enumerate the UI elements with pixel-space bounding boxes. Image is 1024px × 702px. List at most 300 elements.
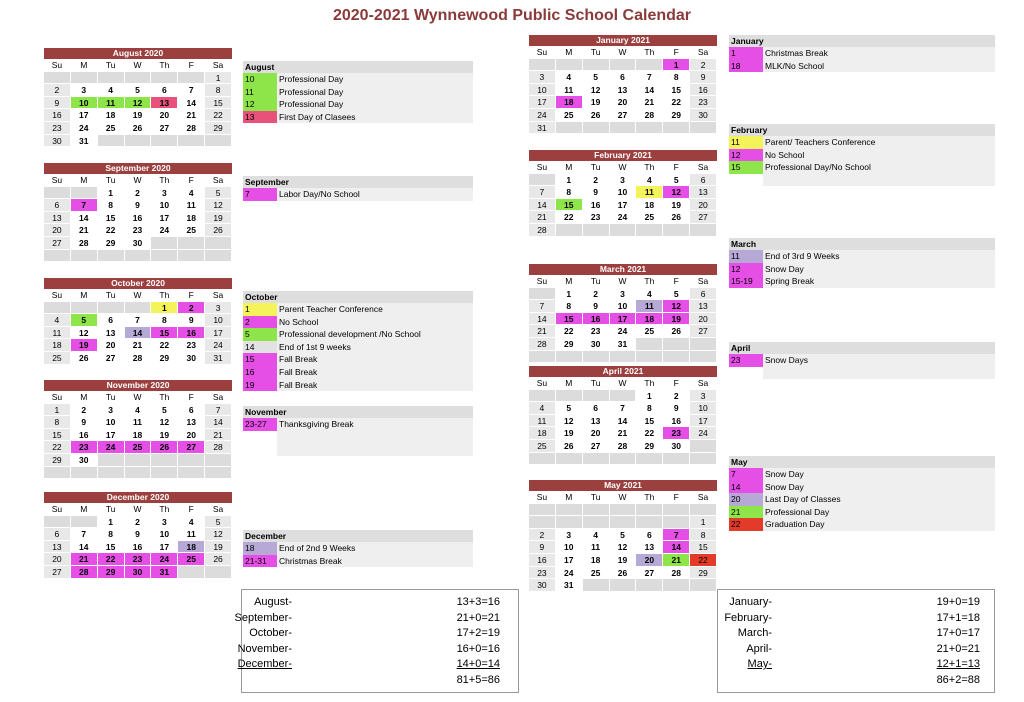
day-cell: 21 [71, 224, 98, 237]
day-cell: 1 [690, 516, 717, 529]
empty-day-cell [556, 504, 583, 517]
legend-description: Parent/ Teachers Conference [763, 136, 995, 149]
weekday-label: Su [44, 391, 71, 404]
day-cell: 4 [583, 529, 610, 542]
legend-date: 20 [729, 493, 763, 506]
empty-day-cell [529, 288, 556, 301]
day-cell: 23 [690, 96, 717, 109]
empty-day-cell [125, 454, 152, 467]
day-cell: 2 [125, 187, 152, 200]
month-header: May 2021 [529, 480, 717, 491]
day-cell: 12 [583, 84, 610, 97]
day-cell: 10 [610, 186, 637, 199]
total-equation: 14+0=14 [456, 658, 500, 670]
legend-row [243, 111, 473, 124]
weekday-label: F [663, 275, 690, 288]
legend-february [729, 124, 995, 186]
day-cell: 10 [529, 84, 556, 97]
day-cell: 27 [44, 237, 71, 250]
day-cell: 1 [205, 72, 232, 85]
empty-day-cell [71, 72, 98, 85]
day-cell: 22 [663, 96, 690, 109]
day-cell: 9 [690, 71, 717, 84]
empty-day-cell [151, 72, 178, 85]
legend-date: 11 [729, 136, 763, 149]
weekday-label: W [610, 275, 637, 288]
legend-row [729, 518, 995, 531]
legend-row [243, 366, 473, 379]
day-cell: 8 [151, 314, 178, 327]
empty-day-cell [529, 453, 556, 466]
day-cell: 28 [125, 352, 152, 365]
day-cell: 20 [583, 427, 610, 440]
legend-description: Professional Day/No School [763, 161, 995, 174]
day-cell: 5 [583, 71, 610, 84]
day-cell: 30 [125, 237, 152, 250]
day-cell: 19 [125, 109, 152, 122]
legend-row [729, 506, 995, 519]
total-equation: 21+0=21 [456, 611, 500, 624]
day-cell: 27 [178, 441, 205, 454]
day-cell: 24 [151, 224, 178, 237]
legend-heading: April [729, 342, 995, 354]
month-header: December 2020 [44, 492, 232, 503]
day-cell: 11 [529, 415, 556, 428]
day-grid [44, 289, 232, 365]
day-cell: 12 [151, 416, 178, 429]
day-cell: 11 [98, 97, 125, 110]
empty-day-cell [690, 504, 717, 517]
day-cell: 13 [690, 300, 717, 313]
day-cell: 21 [178, 109, 205, 122]
day-cell: 29 [556, 338, 583, 351]
weekday-label: M [556, 161, 583, 174]
day-cell: 24 [610, 325, 637, 338]
day-cell: 5 [610, 529, 637, 542]
day-cell: 16 [690, 84, 717, 97]
day-cell: 25 [636, 211, 663, 224]
weekday-label: F [178, 59, 205, 72]
day-cell: 8 [205, 84, 232, 97]
day-grid [529, 491, 717, 592]
legend-row [243, 86, 473, 99]
day-cell: 13 [178, 416, 205, 429]
day-cell: 10 [610, 300, 637, 313]
weekday-label: Su [44, 289, 71, 302]
day-cell: 28 [529, 338, 556, 351]
day-cell: 3 [151, 187, 178, 200]
empty-day-cell [44, 302, 71, 315]
empty-day-cell [529, 516, 556, 529]
day-cell: 7 [663, 529, 690, 542]
day-cell: 26 [663, 325, 690, 338]
day-cell: 18 [636, 199, 663, 212]
total-equation: 86+2=88 [936, 673, 980, 686]
legend-date: 23 [729, 354, 763, 367]
day-cell: 6 [610, 71, 637, 84]
legend-description: Snow Day [763, 263, 995, 276]
legend-date: 15 [729, 161, 763, 174]
day-cell: 25 [44, 352, 71, 365]
day-cell: 8 [556, 186, 583, 199]
empty-day-cell [98, 72, 125, 85]
empty-day-cell [125, 250, 152, 263]
weekday-label: Th [636, 161, 663, 174]
empty-day-cell [690, 351, 717, 364]
day-cell: 8 [690, 529, 717, 542]
day-cell: 5 [71, 314, 98, 327]
day-cell: 21 [125, 339, 152, 352]
day-cell: 3 [610, 174, 637, 187]
legend-row [243, 353, 473, 366]
weekday-label: F [178, 289, 205, 302]
weekday-label: F [663, 46, 690, 59]
day-cell: 12 [205, 199, 232, 212]
weekday-label: Tu [583, 275, 610, 288]
day-cell: 7 [178, 84, 205, 97]
day-cell: 25 [98, 122, 125, 135]
total-equation: 21+0=21 [936, 642, 980, 655]
legend-date: 22 [729, 518, 763, 531]
day-cell: 20 [98, 339, 125, 352]
day-cell: 31 [71, 135, 98, 148]
legend-heading: December [243, 530, 473, 542]
empty-day-cell [205, 454, 232, 467]
day-cell: 27 [610, 109, 637, 122]
legend-heading: March [729, 238, 995, 250]
legend-row [243, 443, 473, 456]
day-cell: 6 [636, 529, 663, 542]
day-cell: 10 [71, 97, 98, 110]
weekday-label: Sa [205, 391, 232, 404]
day-cell: 20 [690, 313, 717, 326]
day-cell: 17 [71, 109, 98, 122]
day-cell: 28 [529, 224, 556, 237]
legend-description: No School [277, 316, 473, 329]
day-cell: 6 [151, 84, 178, 97]
day-cell: 16 [44, 109, 71, 122]
weekday-label: W [125, 59, 152, 72]
legend-description: Spring Break [763, 275, 995, 288]
legend-heading: May [729, 456, 995, 468]
empty-day-cell [151, 454, 178, 467]
day-cell: 23 [663, 427, 690, 440]
day-cell: 27 [44, 566, 71, 579]
day-cell: 7 [529, 186, 556, 199]
weekday-label: Su [529, 275, 556, 288]
day-cell: 26 [610, 567, 637, 580]
empty-day-cell [556, 59, 583, 72]
day-cell: 5 [205, 187, 232, 200]
weekday-label: Th [151, 289, 178, 302]
day-cell: 18 [583, 554, 610, 567]
legend-row [243, 98, 473, 111]
day-cell: 14 [71, 212, 98, 225]
day-cell: 29 [205, 122, 232, 135]
day-cell: 10 [151, 199, 178, 212]
day-cell: 17 [151, 541, 178, 554]
legend-row [729, 263, 995, 276]
weekday-label: Th [151, 59, 178, 72]
day-cell: 13 [636, 541, 663, 554]
day-cell: 20 [610, 96, 637, 109]
legend-row [729, 354, 995, 367]
day-cell: 2 [690, 59, 717, 72]
legend-description: Fall Break [277, 366, 473, 379]
total-month-label: May- [747, 658, 772, 670]
day-cell: 6 [98, 314, 125, 327]
legend-row [243, 188, 473, 201]
day-cell: 24 [71, 122, 98, 135]
empty-day-cell [663, 579, 690, 592]
day-cell: 29 [636, 440, 663, 453]
day-cell: 2 [663, 390, 690, 403]
empty-day-cell [71, 467, 98, 480]
day-cell: 31 [205, 352, 232, 365]
day-cell: 17 [690, 415, 717, 428]
day-cell: 5 [151, 404, 178, 417]
empty-day-cell [663, 224, 690, 237]
total-equation: 17+2=19 [456, 627, 500, 639]
day-cell: 24 [205, 339, 232, 352]
weekday-label: Su [529, 377, 556, 390]
month-header: April 2021 [529, 366, 717, 377]
empty-day-cell [178, 135, 205, 148]
day-cell: 19 [556, 427, 583, 440]
day-cell: 30 [125, 566, 152, 579]
legend-description: Snow Days [763, 354, 995, 367]
empty-day-cell [98, 454, 125, 467]
day-cell: 14 [663, 541, 690, 554]
day-cell: 9 [178, 314, 205, 327]
day-cell: 28 [636, 109, 663, 122]
empty-day-cell [178, 250, 205, 263]
legend-description [277, 431, 473, 444]
legend-description: Thanksgiving Break [277, 418, 473, 431]
weekday-label: Sa [690, 377, 717, 390]
weekday-label: Sa [690, 46, 717, 59]
empty-day-cell [529, 390, 556, 403]
empty-day-cell [690, 453, 717, 466]
day-cell: 22 [690, 554, 717, 567]
day-cell: 20 [690, 199, 717, 212]
legend-description: Labor Day/No School [277, 188, 473, 201]
legend-row [729, 161, 995, 174]
legend-row [729, 250, 995, 263]
day-cell: 1 [636, 390, 663, 403]
weekday-label: M [71, 59, 98, 72]
legend-december [243, 530, 473, 567]
day-cell: 26 [205, 553, 232, 566]
legend-date: 12 [243, 98, 277, 111]
empty-day-cell [151, 467, 178, 480]
day-cell: 29 [663, 109, 690, 122]
empty-day-cell [690, 224, 717, 237]
day-cell: 29 [44, 454, 71, 467]
weekday-label: Tu [98, 174, 125, 187]
day-cell: 23 [71, 441, 98, 454]
legend-description: End of 2nd 9 Weeks [277, 542, 473, 555]
legend-date: 1 [729, 47, 763, 60]
day-cell: 12 [663, 186, 690, 199]
day-cell: 28 [205, 441, 232, 454]
day-cell: 19 [583, 96, 610, 109]
empty-day-cell [583, 453, 610, 466]
empty-day-cell [636, 351, 663, 364]
legend-date: 21-31 [243, 555, 277, 568]
weekday-label: Sa [205, 59, 232, 72]
day-cell: 2 [71, 404, 98, 417]
day-cell: 11 [636, 186, 663, 199]
empty-day-cell [690, 579, 717, 592]
legend-may [729, 456, 995, 531]
legend-row [243, 542, 473, 555]
day-cell: 7 [610, 402, 637, 415]
day-cell: 1 [98, 187, 125, 200]
empty-day-cell [178, 237, 205, 250]
day-cell: 28 [178, 122, 205, 135]
total-month-label: December- [237, 658, 292, 670]
day-cell: 2 [178, 302, 205, 315]
day-cell: 9 [583, 300, 610, 313]
day-cell: 13 [690, 186, 717, 199]
empty-day-cell [583, 224, 610, 237]
weekday-label: Tu [583, 161, 610, 174]
legend-row [243, 431, 473, 444]
empty-day-cell [663, 453, 690, 466]
legend-date: 12 [729, 149, 763, 162]
total-equation: 17+0=17 [936, 627, 980, 639]
weekday-label: Su [529, 491, 556, 504]
weekday-label: M [556, 275, 583, 288]
day-cell: 23 [44, 122, 71, 135]
legend-description: First Day of Clasees [277, 111, 473, 124]
day-cell: 29 [98, 566, 125, 579]
empty-day-cell [583, 122, 610, 135]
day-cell: 19 [71, 339, 98, 352]
day-cell: 9 [44, 97, 71, 110]
empty-day-cell [663, 122, 690, 135]
day-cell: 14 [205, 416, 232, 429]
legend-description: Graduation Day [763, 518, 995, 531]
month-calendar-january [529, 35, 717, 134]
day-cell: 12 [556, 415, 583, 428]
legend-date: 15 [243, 353, 277, 366]
total-month-label: September- [234, 611, 292, 624]
day-cell: 11 [636, 300, 663, 313]
day-cell: 7 [205, 404, 232, 417]
legend-april [729, 342, 995, 379]
day-cell: 24 [610, 211, 637, 224]
day-cell: 16 [663, 415, 690, 428]
day-cell: 7 [71, 528, 98, 541]
weekday-label: M [71, 503, 98, 516]
day-cell: 30 [690, 109, 717, 122]
empty-day-cell [663, 504, 690, 517]
day-cell: 11 [583, 541, 610, 554]
empty-day-cell [610, 579, 637, 592]
day-cell: 8 [556, 300, 583, 313]
month-calendar-march [529, 264, 717, 363]
legend-row [729, 481, 995, 494]
total-month-label: November- [237, 642, 292, 655]
month-calendar-february [529, 150, 717, 237]
day-cell: 30 [529, 579, 556, 592]
day-cell: 12 [663, 300, 690, 313]
empty-day-cell [44, 516, 71, 529]
day-cell: 4 [178, 187, 205, 200]
legend-date: 7 [729, 468, 763, 481]
day-cell: 3 [690, 390, 717, 403]
day-cell: 14 [529, 313, 556, 326]
legend-date: 23-27 [243, 418, 277, 431]
weekday-label: Su [44, 174, 71, 187]
total-month-label: March- [737, 627, 772, 639]
day-cell: 25 [178, 224, 205, 237]
empty-day-cell [610, 390, 637, 403]
day-cell: 26 [556, 440, 583, 453]
legend-date: 2 [243, 316, 277, 329]
total-equation: 19+0=19 [936, 596, 980, 608]
empty-day-cell [636, 579, 663, 592]
day-cell: 2 [125, 516, 152, 529]
day-cell: 26 [663, 211, 690, 224]
weekday-label: F [178, 174, 205, 187]
empty-day-cell [636, 122, 663, 135]
weekday-label: M [556, 377, 583, 390]
legend-description: No School [763, 149, 995, 162]
day-cell: 13 [583, 415, 610, 428]
month-header: September 2020 [44, 163, 232, 174]
legend-september [243, 176, 473, 201]
day-cell: 15 [98, 541, 125, 554]
day-cell: 26 [151, 441, 178, 454]
weekday-label: Tu [98, 391, 125, 404]
day-cell: 23 [583, 325, 610, 338]
day-cell: 13 [98, 327, 125, 340]
weekday-label: M [71, 174, 98, 187]
legend-row [729, 275, 995, 288]
day-cell: 25 [125, 441, 152, 454]
weekday-label: Sa [205, 174, 232, 187]
weekday-label: Su [44, 59, 71, 72]
day-cell: 5 [663, 174, 690, 187]
day-cell: 28 [71, 237, 98, 250]
day-cell: 4 [636, 174, 663, 187]
day-cell: 18 [636, 313, 663, 326]
legend-date [243, 431, 277, 444]
weekday-label: M [71, 391, 98, 404]
day-cell: 19 [663, 199, 690, 212]
empty-day-cell [178, 566, 205, 579]
weekday-label: W [125, 391, 152, 404]
weekday-label: Tu [583, 46, 610, 59]
weekday-label: Sa [205, 289, 232, 302]
day-cell: 17 [556, 554, 583, 567]
day-cell: 17 [205, 327, 232, 340]
legend-description [763, 174, 995, 187]
day-cell: 10 [690, 402, 717, 415]
total-month-label: April- [746, 642, 772, 655]
legend-date: 10 [243, 73, 277, 86]
empty-day-cell [583, 504, 610, 517]
day-cell: 2 [529, 529, 556, 542]
legend-heading: January [729, 35, 995, 47]
empty-day-cell [178, 72, 205, 85]
day-cell: 5 [125, 84, 152, 97]
day-cell: 4 [44, 314, 71, 327]
legend-row [729, 174, 995, 187]
